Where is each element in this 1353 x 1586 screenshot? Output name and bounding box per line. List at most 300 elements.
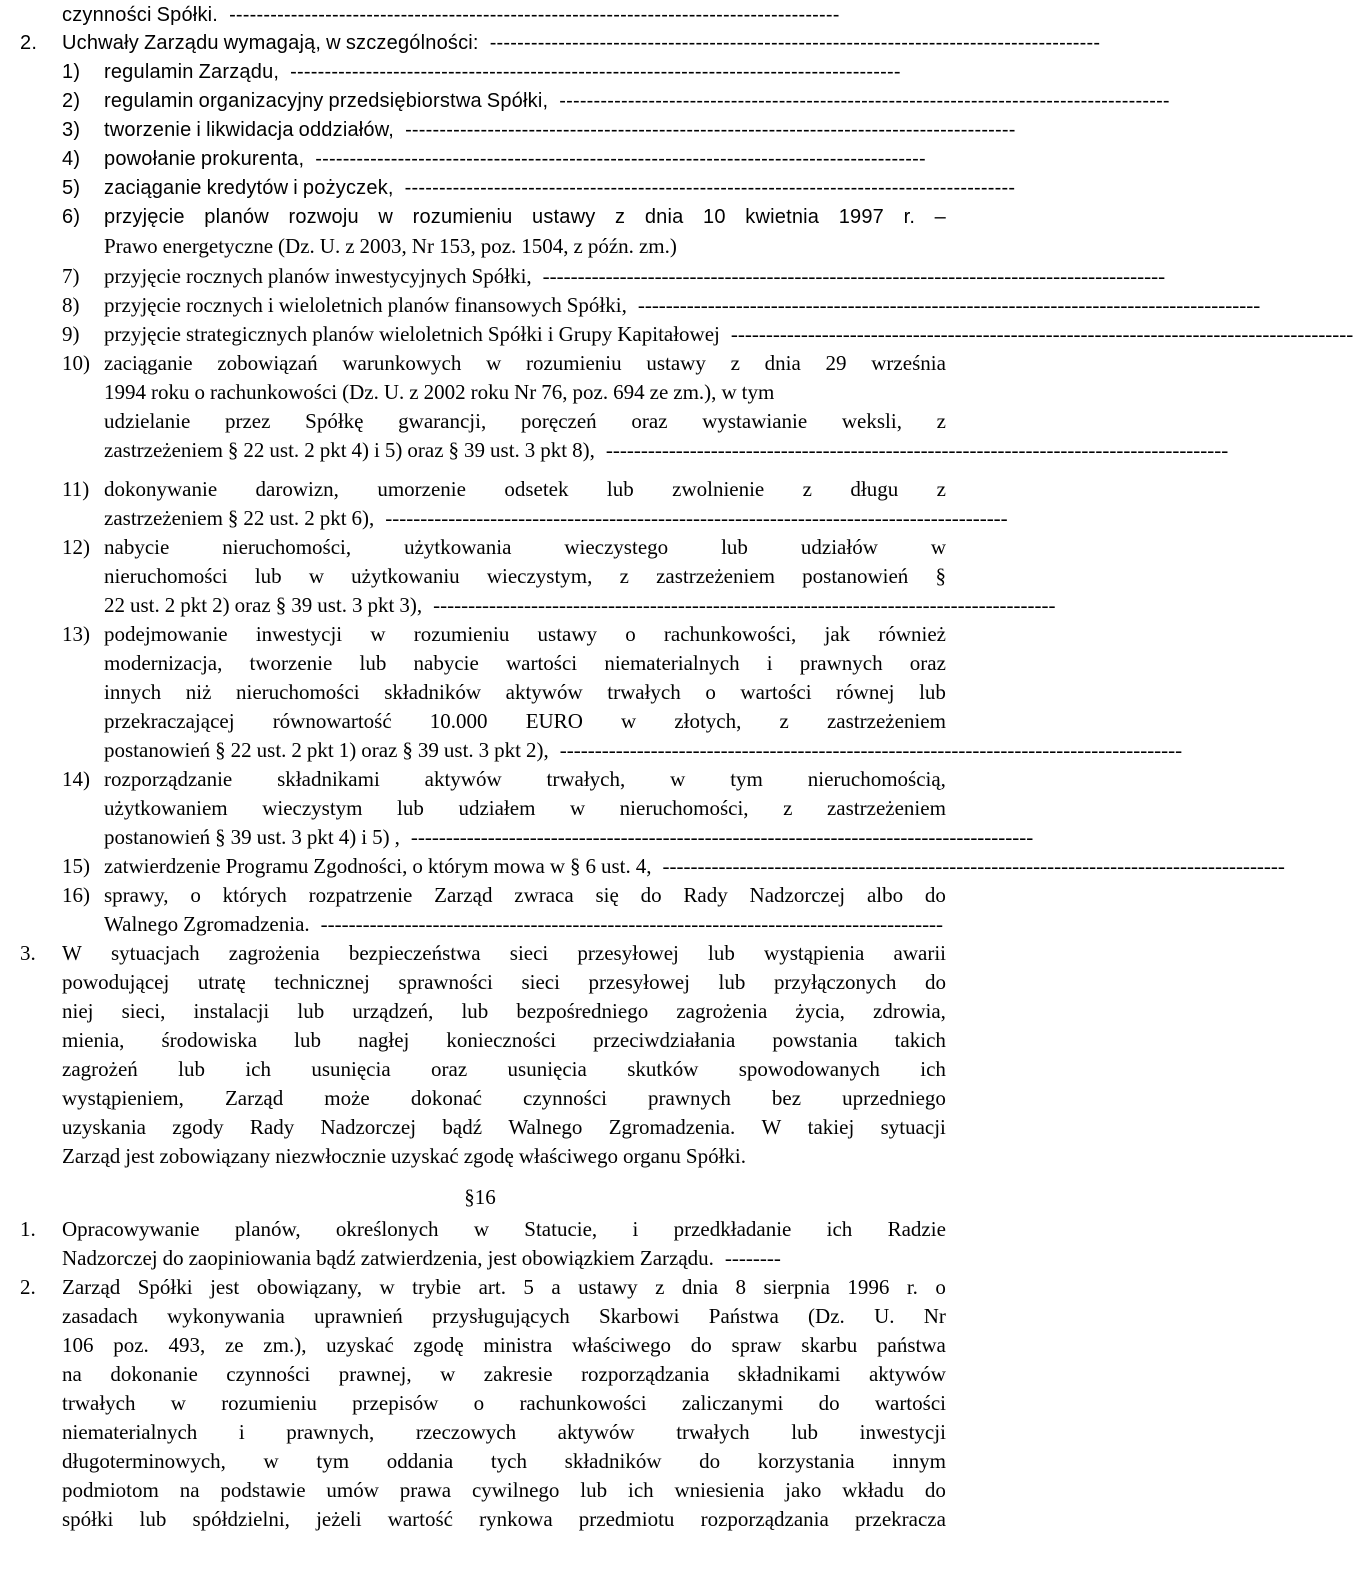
word: W (761, 1115, 782, 1139)
word: ust. (490, 438, 520, 462)
line-text (104, 474, 946, 505)
word: o (190, 883, 201, 907)
document-line (0, 474, 960, 505)
word: albo (866, 883, 904, 907)
document-line (0, 880, 960, 911)
list-number: 14) (62, 767, 90, 791)
document-line (0, 1504, 960, 1535)
word: lub (580, 1478, 608, 1502)
word: sprawności (398, 970, 493, 994)
list-number: 15) (62, 854, 90, 878)
word: i (196, 119, 202, 141)
word: w (326, 32, 341, 54)
word: przyjęcie (104, 264, 181, 288)
word: przysługujących (432, 1304, 570, 1328)
word: a (551, 1275, 561, 1299)
word: ich (826, 1217, 853, 1241)
document-line (0, 1359, 960, 1390)
document-line (0, 319, 1353, 350)
line-text (62, 1388, 946, 1419)
word: wartości (505, 651, 578, 675)
document-line (0, 590, 1056, 621)
word: energetyczne (162, 234, 274, 258)
word: przez (224, 409, 271, 433)
word: niematerialnych (604, 651, 740, 675)
word: 8 (735, 1275, 746, 1299)
word: bezpośredniego (516, 999, 649, 1023)
word: 1) (338, 738, 357, 762)
word: poz. (480, 234, 517, 258)
word: prawnych (799, 651, 883, 675)
dash-filler: ----------------------------------------------------------------------------------------- (489, 32, 1101, 54)
word: prawnej, (338, 1362, 412, 1386)
word: do (924, 883, 946, 907)
word: pkt (306, 738, 334, 762)
word: w (308, 564, 324, 588)
line-text (62, 1083, 946, 1114)
word: przedsiębiorstwa (328, 90, 482, 112)
document-line (0, 938, 960, 969)
word: wystawianie (702, 409, 808, 433)
word: Spółki, (471, 264, 532, 288)
word: pkt (180, 593, 208, 617)
line-text (62, 1272, 946, 1303)
word: w (670, 767, 686, 791)
word: z (619, 564, 629, 588)
word: Spółki. (156, 4, 219, 26)
word: lub (254, 564, 282, 588)
word: ust. (130, 593, 160, 617)
word: rachunkowości, (663, 622, 797, 646)
word: Nr (514, 380, 537, 404)
word: składników (384, 680, 482, 704)
word: z (936, 477, 946, 501)
dash-filler: ----------------------------------------------------------------------------------------- (315, 148, 926, 170)
word: zagrożeń (62, 1057, 138, 1081)
word: oddziałów, (298, 119, 395, 141)
word: wieloletnich (278, 293, 383, 317)
document-line (0, 290, 1261, 321)
word: długoterminowych, (62, 1449, 226, 1473)
list-number: 1) (62, 61, 81, 83)
word: 5 (523, 1275, 534, 1299)
word: udziałem (458, 796, 536, 820)
word: sprawy, (104, 883, 169, 907)
word: zobowiązań (217, 351, 318, 375)
word: Spółkę (305, 409, 364, 433)
word: przedmiotu (578, 1507, 675, 1531)
word: takiej (807, 1115, 855, 1139)
line-text (104, 57, 946, 88)
word: w (378, 206, 394, 228)
word: się (595, 883, 619, 907)
word: rozumieniu (221, 1391, 317, 1415)
word: Opracowywanie (62, 1217, 200, 1241)
word: poz. (572, 380, 609, 404)
word: Nadzorczej (320, 1115, 417, 1139)
document-line (0, 1083, 960, 1114)
document-line (0, 706, 960, 737)
word: którym (427, 854, 489, 878)
document-line (0, 1417, 960, 1448)
word: przeciwdziałania (593, 1028, 736, 1052)
word: § (227, 506, 239, 530)
word: 4) (338, 825, 357, 849)
line-text (62, 1243, 946, 1274)
list-number: 10) (62, 351, 90, 375)
document-line (0, 377, 960, 408)
word: lub (919, 680, 946, 704)
line-text (104, 590, 1056, 621)
document-line (0, 261, 1166, 292)
word: zakresie (483, 1362, 553, 1386)
word: U. (874, 1304, 895, 1328)
word: 5) (372, 825, 390, 849)
word: do (924, 1478, 946, 1502)
line-text (62, 28, 1101, 59)
word: niej (62, 999, 94, 1023)
dash-filler: ----------------------------------------------------------------------------------------- (730, 322, 1353, 346)
word: rocznych (185, 264, 263, 288)
dash-filler: ----------------------------------------------------------------------------------------- (637, 293, 1261, 317)
word: składnikami (737, 1362, 841, 1386)
document-line (0, 503, 1008, 534)
word: Zarząd (224, 1086, 284, 1110)
dash-filler: ----------------------------------------------------------------------------------------- (559, 90, 1170, 112)
line-text (104, 406, 946, 437)
word: w (170, 1391, 186, 1415)
word: zastrzeżeniem (826, 796, 946, 820)
line-text (62, 1141, 946, 1172)
word: 10 (703, 206, 726, 228)
line-text (62, 967, 946, 998)
word: w (721, 380, 737, 404)
word: wniesienia (674, 1478, 765, 1502)
word: zagrożenia (228, 941, 320, 965)
word: uzyskać (391, 1144, 459, 1168)
word: wieczystym, (486, 564, 593, 588)
dash-filler: ----------------------------------------------------------------------------------------- (433, 593, 1056, 617)
word: Nr (923, 1304, 946, 1328)
word: 22 (104, 593, 125, 617)
line-text (104, 261, 1166, 292)
word: lub (139, 1507, 167, 1531)
word: czynności (62, 4, 152, 26)
word: i (293, 177, 298, 199)
word: niezwłocznie (275, 1144, 387, 1168)
word: lub (297, 999, 325, 1023)
word: 1504, (521, 234, 569, 258)
word: odsetek (504, 477, 569, 501)
word: 2 (164, 593, 176, 617)
word: zgodę (413, 1333, 464, 1357)
line-text (62, 1446, 946, 1477)
word: podmiotom (62, 1478, 159, 1502)
word: na (179, 1478, 200, 1502)
document-line (0, 1330, 960, 1361)
word: awarii (893, 941, 946, 965)
word: spółki (62, 1507, 114, 1531)
word: cywilnego (471, 1478, 560, 1502)
word: w (440, 1362, 456, 1386)
word: nabycie (104, 535, 170, 559)
word: Radzie (887, 1217, 946, 1241)
word: lub (791, 1420, 819, 1444)
word: w (486, 351, 502, 375)
list-number: 6) (62, 206, 81, 228)
word: gwarancji, (398, 409, 487, 433)
word: jest (210, 1275, 240, 1299)
word: jeżeli (316, 1507, 362, 1531)
word: 1996 (847, 1275, 890, 1299)
word: rachunkowości (210, 380, 338, 404)
word: późn. (587, 234, 634, 258)
document-line (0, 1272, 960, 1303)
word: użytkowaniem (104, 796, 228, 820)
word: Zarządu, (198, 61, 280, 83)
word: 3 (478, 738, 490, 762)
dash-filler: ----------------------------------------------------------------------------------------- (404, 177, 1016, 199)
dash-filler: ----------------------------------------------------------------------------------------- (320, 912, 944, 936)
word: bądź (442, 1115, 483, 1139)
word: dnia (681, 1275, 719, 1299)
document-line (0, 967, 960, 998)
word: z (936, 409, 946, 433)
word: 493, (168, 1333, 206, 1357)
word: ust. (601, 854, 631, 878)
word: , (394, 825, 400, 849)
word: Skarbowi (598, 1304, 680, 1328)
word: również (878, 622, 946, 646)
document-line (0, 619, 960, 650)
word: wymagają, (223, 32, 322, 54)
word: technicznej (274, 970, 370, 994)
word: rzeczowych (415, 1420, 517, 1444)
word: powołanie (104, 148, 196, 170)
word: likwidacja (206, 119, 294, 141)
word: sieci, (121, 999, 166, 1023)
word: jest (487, 1246, 517, 1270)
word: Uchwały (62, 32, 139, 54)
list-number: 12) (62, 535, 90, 559)
word: oraz (234, 593, 271, 617)
line-text (62, 1025, 946, 1056)
word: nabycie (413, 651, 479, 675)
word: zdrowia, (873, 999, 946, 1023)
word: oraz (631, 409, 668, 433)
word: 2 (304, 438, 315, 462)
document-line (0, 677, 960, 708)
word: nieruchomości, (222, 535, 352, 559)
word: w (549, 854, 565, 878)
word: 39 (291, 593, 313, 617)
document-line (0, 173, 1016, 204)
word: 3 (291, 825, 302, 849)
word: przesyłowej (577, 941, 679, 965)
word: spraw (731, 1333, 782, 1357)
word: trwałych (607, 680, 681, 704)
word: Programu (225, 854, 309, 878)
word: inwestycji (859, 1420, 946, 1444)
dash-filler: -------- (724, 1246, 781, 1270)
word: ust. (256, 738, 287, 762)
dash-filler: ----------------------------------------------------------------------------------------- (542, 264, 1166, 288)
line-text (104, 851, 1285, 882)
word: zagrożenia (676, 999, 768, 1023)
document-line (0, 1112, 960, 1143)
word: podstawie (220, 1478, 306, 1502)
word: oraz (407, 438, 444, 462)
document-line (0, 1025, 960, 1056)
dash-filler: ----------------------------------------------------------------------------------------- (290, 61, 901, 83)
word: darowizn, (255, 477, 339, 501)
word: przyjęcie (104, 206, 185, 228)
word: składnikami (277, 767, 380, 791)
line-text (104, 290, 1261, 321)
word: 106 (62, 1333, 94, 1357)
word: 2) (212, 593, 230, 617)
word: trwałych, (546, 767, 626, 791)
line-text (104, 561, 946, 592)
word: w (379, 1275, 395, 1299)
word: 39 (417, 738, 439, 762)
word: 153, (438, 234, 476, 258)
word: z (655, 1275, 665, 1299)
word: ust. (256, 825, 287, 849)
word: złotych, (674, 709, 742, 733)
word: art. (478, 1275, 506, 1299)
word: umów (326, 1478, 379, 1502)
word: pożyczek, (302, 177, 394, 199)
word: sytuacji (880, 1115, 946, 1139)
word: Zarządu. (639, 1246, 714, 1270)
word: zastrzeżeniem (656, 564, 775, 588)
word: przesyłowej (588, 970, 690, 994)
word: udziałów (800, 535, 878, 559)
word: Walnego (508, 1115, 583, 1139)
dash-filler: ----------------------------------------------------------------------------------------- (662, 854, 1285, 878)
word: regulamin (104, 90, 194, 112)
word: Zarząd (62, 1144, 121, 1168)
word: oddania (386, 1449, 454, 1473)
word: tym (741, 380, 775, 404)
line-text (62, 1417, 946, 1448)
document-line (0, 735, 1183, 766)
word: pkt (306, 825, 334, 849)
word: trwałych (676, 1420, 750, 1444)
word: konieczności (446, 1028, 557, 1052)
word: w (263, 1449, 279, 1473)
word: utratę (197, 970, 246, 994)
word: ustawy (537, 622, 598, 646)
word: lub (718, 970, 746, 994)
word: zaliczanymi (681, 1391, 784, 1415)
word: ust. (443, 738, 474, 762)
word: zastrzeżeniem (104, 438, 223, 462)
line-text (62, 1504, 946, 1535)
word: w (621, 709, 637, 733)
word: (Dz. (278, 234, 315, 258)
word: Zarządu (143, 32, 219, 54)
word: których (222, 883, 287, 907)
word: lub (397, 796, 424, 820)
line-text (104, 377, 946, 408)
word: uprawnień (314, 1304, 403, 1328)
word: Zgromadzenia. (183, 912, 310, 936)
dash-filler: ----------------------------------------------------------------------------------------- (410, 825, 1034, 849)
word: do (699, 1449, 721, 1473)
word: innych (104, 680, 162, 704)
dash-filler: ----------------------------------------------------------------------------------------- (229, 4, 840, 26)
word: z (409, 380, 419, 404)
document-line (0, 1301, 960, 1332)
word: prawnych, (286, 1420, 375, 1444)
word: powodującej (62, 970, 170, 994)
word: Grupy (558, 322, 613, 346)
list-number: 2. (20, 32, 38, 54)
word: § (215, 738, 226, 762)
word: Zarząd (62, 1275, 121, 1299)
document-line (0, 144, 960, 175)
word: 2 (304, 506, 315, 530)
word: lub (721, 535, 748, 559)
word: rozumieniu (525, 351, 622, 375)
word: umorzenie (377, 477, 466, 501)
word: 29 (825, 351, 847, 375)
word: innym (892, 1449, 946, 1473)
word: może (324, 1086, 370, 1110)
word: 2003, (359, 234, 407, 258)
word: wartości (874, 1391, 946, 1415)
list-number: 1. (20, 1217, 36, 1241)
word: wieloletnich (379, 322, 483, 346)
line-text (104, 793, 946, 824)
word: wystąpienia (764, 941, 865, 965)
word: U. (319, 234, 341, 258)
word: czynności (523, 1086, 607, 1110)
word: użytkowania (404, 535, 512, 559)
list-number: 11) (62, 477, 90, 501)
word: organizacyjny (198, 90, 324, 112)
word: usunięcia (311, 1057, 391, 1081)
document-line (0, 406, 960, 437)
word: ich (627, 1478, 654, 1502)
word: W (62, 941, 82, 965)
word: nieruchomości (104, 564, 228, 588)
line-text (104, 880, 946, 911)
word: 3 (524, 438, 536, 462)
line-text (104, 202, 946, 233)
word: weksli, (841, 409, 902, 433)
word: wartości (740, 680, 812, 704)
line-text (104, 619, 946, 650)
word: i (361, 825, 368, 849)
word: obowiązkiem (521, 1246, 635, 1270)
line-text (62, 1330, 946, 1361)
word: lub (461, 999, 489, 1023)
word: zastrzeżeniem (104, 506, 223, 530)
word: 4, (635, 854, 652, 878)
word: przyjęcie (104, 293, 181, 317)
word: uzyskania (62, 1115, 146, 1139)
word: właściwego (518, 1144, 618, 1168)
document-line (0, 561, 960, 592)
word: zgody (172, 1115, 224, 1139)
document-line (0, 202, 960, 233)
word: do (690, 1333, 712, 1357)
word: dokonanie (110, 1362, 198, 1386)
word: 8), (572, 438, 595, 462)
